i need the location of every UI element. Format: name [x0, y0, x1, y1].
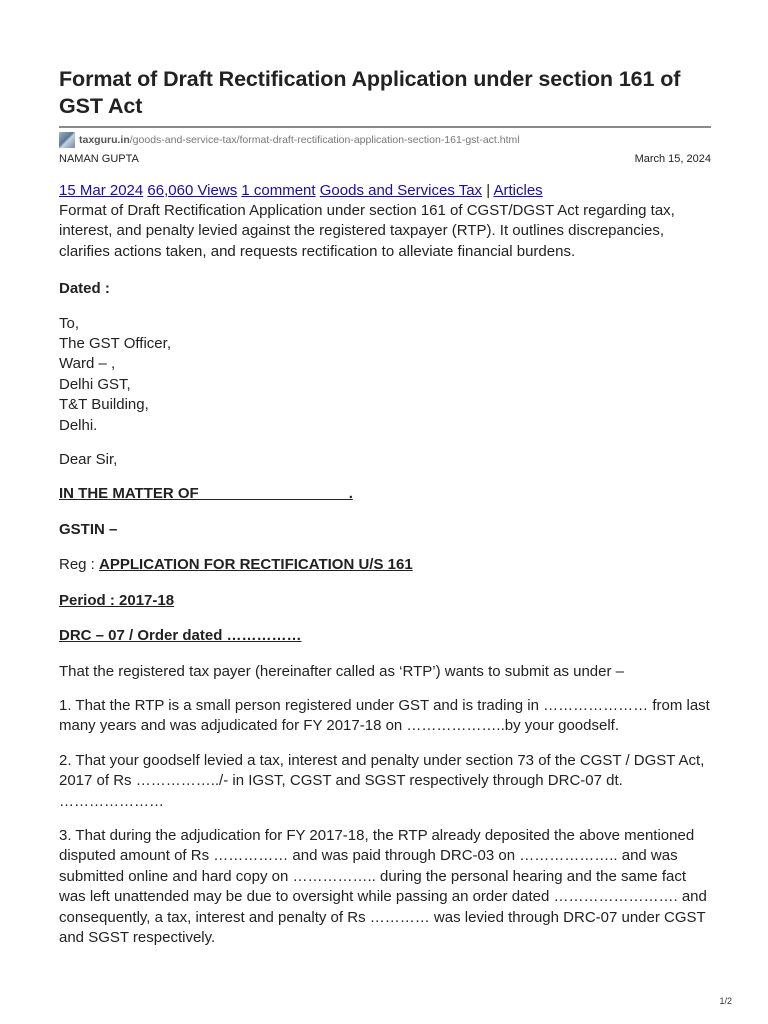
- address-line: Delhi GST,: [59, 375, 131, 393]
- source-url-row: [59, 132, 711, 148]
- comments-link[interactable]: 1 comment: [241, 182, 316, 199]
- dated-line: Dated :: [59, 280, 110, 298]
- reg-subject: APPLICATION FOR RECTIFICATION U/S 161: [99, 556, 413, 574]
- page-number: 1/2: [719, 996, 732, 1006]
- point-paragraph: 2. That your goodself levied a tax, interest and penalty under section 73 of the CGST / DGST Act, 2017 of Rs ……………../- in IGST, CGST and SGST respectively through DRC-07 dt. …………………: [59, 751, 705, 810]
- matter-heading: [59, 484, 711, 504]
- articles-link[interactable]: Articles: [493, 182, 543, 199]
- reg-prefix: Reg :: [59, 556, 100, 574]
- category-link[interactable]: Goods and Services Tax: [319, 182, 483, 199]
- article-body: [59, 201, 711, 948]
- point-paragraph: 1. That the RTP is a small person registered under GST and is trading in ………………… from last many years and was adjudicated for FY 2017-18 on ………………..by your goodself.: [59, 696, 710, 735]
- period-line: [59, 591, 711, 611]
- date-link[interactable]: 15 Mar 2024: [59, 182, 144, 199]
- document-page: [59, 0, 711, 948]
- source-path: /goods-and-service-tax/format-draft-rectification-application-section-161-gst-act.html: [129, 134, 520, 146]
- address-line: To,: [59, 314, 80, 332]
- gstin-line: GSTIN –: [59, 520, 118, 538]
- article-title: Format of Draft Rectification Application under section 161 of GST Act: [59, 67, 681, 118]
- print-date: March 15, 2024: [634, 153, 711, 165]
- source-domain: taxguru.in: [79, 134, 130, 146]
- reg-line: [59, 555, 711, 575]
- title-divider: [59, 126, 711, 128]
- salutation: Dear Sir,: [59, 451, 118, 469]
- address-line: T&T Building,: [59, 396, 149, 414]
- views-link[interactable]: 66,060 Views: [147, 182, 238, 199]
- matter-text: IN THE MATTER OF .: [59, 485, 353, 503]
- link-separator: |: [486, 182, 491, 199]
- intro-paragraph: Format of Draft Rectification Application under section 161 of CGST/DGST Act regarding tax, interest, and penalty levied against the registered taxpayer (RTP). It outlines discrepancies, clarifies actions taken, and requests rectification to alleviate financial burdens.: [59, 202, 675, 260]
- taxguru-favicon-icon: [59, 132, 75, 148]
- byline-row: [59, 153, 711, 165]
- address-line: The GST Officer,: [59, 335, 171, 353]
- period-text: Period : 2017-18: [59, 591, 175, 609]
- submission-lead: That the registered tax payer (hereinafter called as ‘RTP’) wants to submit as under –: [59, 662, 624, 680]
- author-name: NAMAN GUPTA: [59, 153, 139, 165]
- point-paragraph: 3. That during the adjudication for FY 2017-18, the RTP already deposited the above mentioned disputed amount of Rs …………… and was paid through DRC-03 on ……………….. and was submitted online and hard copy on …………….. during the personal hearing and the same fact was left unattended may be due to oversight while passing an order dated ……………………. and consequently, a tax, interest and penalty of Rs ………… was levied through DRC-07 under CGST and SGST respectively.: [59, 826, 707, 946]
- drc-order-line: [59, 626, 711, 646]
- address-line: Ward – ,: [59, 355, 116, 373]
- recipient-address: [59, 314, 711, 436]
- address-line: Delhi.: [59, 416, 98, 434]
- article-meta-links: [59, 181, 711, 201]
- drc-order-text: DRC – 07 / Order dated ……………: [59, 627, 302, 645]
